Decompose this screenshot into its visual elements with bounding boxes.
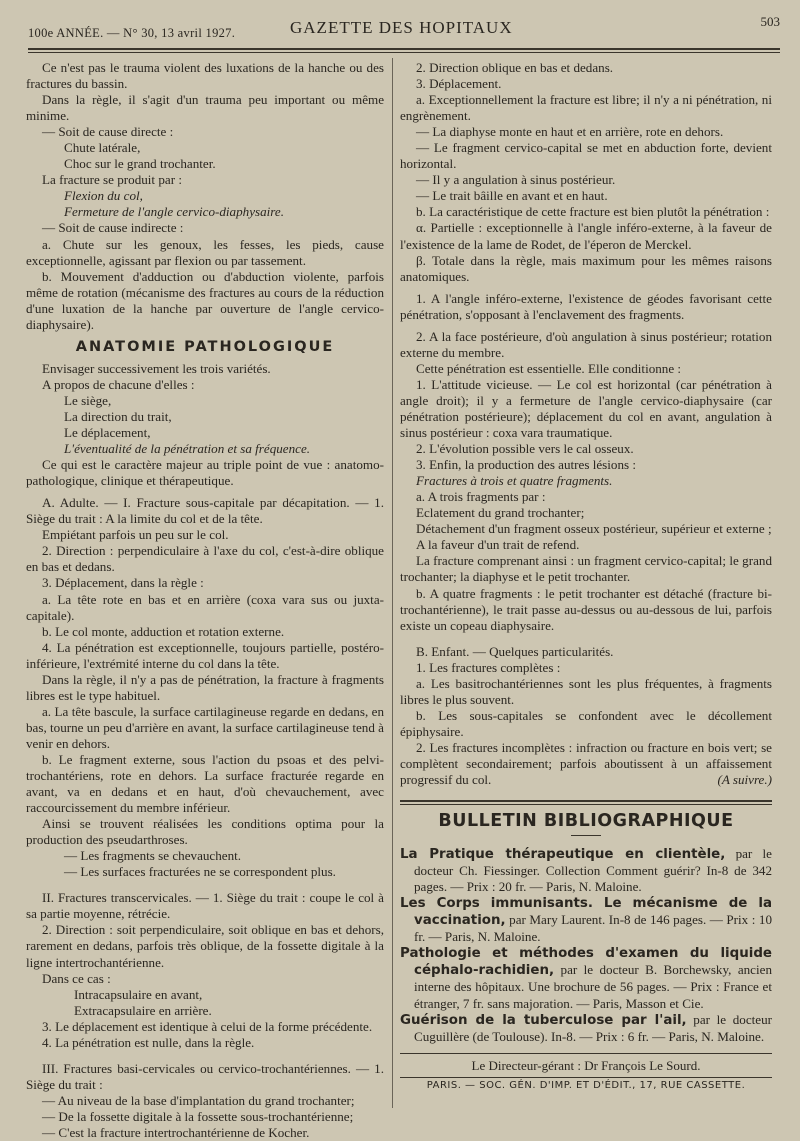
list-item: Extracapsulaire en arrière. [74,1002,212,1018]
paragraph: 2. Direction oblique en bas et dedans. [416,60,614,75]
paragraph: — Au niveau de la base d'implantation du grand trochanter; [42,1092,355,1108]
paragraph: b. Le col monte, adduction et rotation externe. [42,623,285,639]
paragraph: Ce qui est le caractère majeur au triple point de vue : anatomo-pathologique, clinique et thérapeutique. [26,457,384,489]
book-title: Pathologie et méthodes d'examen du liquide céphalo-rachidien, [400,946,772,979]
paragraph: b. Les sous-capitales se confondent avec le décollement épiphysaire. [400,707,772,739]
paragraph: Envisager successivement les trois variétés. [42,360,271,376]
paragraph: 1. A l'angle inféro-externe, l'existence de géodes favorisant cette pénétration, s'opposant à l'enclavement des fragments. [400,290,772,322]
bulletin-title: BULLETIN BIBLIOGRAPHIQUE [438,811,734,832]
paragraph: Fractures à trois et quatre fragments. [416,473,613,489]
book-details: par Mary Laurent. In-8 de 146 pages. — Prix : 10 fr. — Paris, N. Maloine. [414,912,772,945]
paragraph: 1. Les fractures complètes : [416,659,561,675]
paragraph: 2. Direction : perpendiculaire à l'axe du col, c'est-à-dire oblique en bas et dedans. [26,543,384,575]
divider [571,835,601,836]
list-item: Flexion du col, [64,188,143,204]
book-details: par le docteur Ch. Fiessinger. Collection Comment guérir? In-8 de 342 pages. — Prix : 20 fr. — Paris, N. Maloine. [414,846,772,895]
paragraph: Empiétant parfois un peu sur le col. [42,527,229,543]
paragraph: a. Chute sur les genoux, les fesses, les pieds, cause exceptionnelle, agissant par flexion ou par tassement. [26,236,384,268]
paragraph: II. Fractures transcervicales. — 1. Siège du trait : coupe le col à sa partie moyenne, rétrécie. [26,890,384,922]
paragraph: 2. A la face postérieure, d'où angulation à sinus postérieur; rotation externe du membre. [400,328,772,360]
book-entry [400,1012,772,1045]
list-item: — Les surfaces fracturées ne se correspondent plus. [64,864,336,880]
paragraph: 3. Enfin, la production des autres lésions : [416,457,637,473]
bulletin-rule [400,800,772,802]
director-line: Le Directeur-gérant : Dr François Le Sourd. [471,1057,701,1073]
paragraph: La fracture comprenant ainsi : un fragment cervico-capital; le grand trochanter; la diaphyse et le petit trochanter. [400,553,772,585]
paragraph: a. Exceptionnellement la fracture est libre; il n'y a ni pénétration, ni engrènement. [400,92,772,124]
paragraph: a. La tête rote en bas et en arrière (coxa vara sus ou juxta-capitale). [26,591,384,623]
right-column [400,60,772,1094]
issue-info: 100e ANNÉE. — N° 30, 13 avril 1927. [28,26,236,40]
paragraph: a. A trois fragments par : [416,489,546,505]
book-details: par le docteur B. Borchewsky, ancien interne des hôpitaux. Une brochure de 56 pages. — Prix : France et étranger, 7 fr. sans majoration. — Paris, Masson et Cie. [414,962,772,1011]
paragraph [400,740,772,788]
paragraph: III. Fractures basi-cervicales ou cervico-trochantériennes. — 1. Siège du trait : [26,1060,384,1092]
paragraph: b. A quatre fragments : le petit trochanter est détaché (fracture bi-trochantérienne), le trait passe au-dessus ou au-dessous de lui, parfois existe un copeau diaphysaire. [400,585,772,633]
list-item: Fermeture de l'angle cervico-diaphysaire. [64,204,284,220]
paragraph: Détachement d'un fragment osseux postérieur, supérieur et externe ; [416,521,772,537]
paragraph: 2. Direction : soit perpendiculaire, soit oblique en bas et dehors, rarement en dedans, parfois très oblique, de la fossette digitale à la ligne intertrochantérienne. [26,922,384,970]
page-header [28,14,788,44]
bulletin-rule-thin [400,804,772,805]
paragraph: — Soit de cause directe : [42,124,174,140]
book-entry [400,945,772,1011]
journal-title: GAZETTE DES HOPITAUX [290,18,513,37]
paragraph: B. Enfant. — Quelques particularités. [416,643,614,659]
paragraph: Eclatement du grand trochanter; [416,505,585,521]
paragraph: Dans la règle, il n'y a pas de pénétration, la fracture à fragments libres est le type habituel. [26,671,384,703]
paragraph: Dans ce cas : [42,970,111,986]
list-item: Choc sur le grand trochanter. [64,156,216,172]
paragraph: 1. L'attitude vicieuse. — Le col est horizontal (car pénétration à angle droit); il y a fermeture de l'angle cervico-diaphysaire (car pénétration postérieure); déplacement du col en avant, angulation à sinus postérieur : coxa vara traumatique. [400,376,772,441]
paragraph: 2. L'évolution possible vers le cal osseux. [416,441,634,457]
paragraph: a. Les basitrochantériennes sont les plus fréquentes, à fragments libres le plus souvent. [400,675,772,707]
paragraph: Ainsi se trouvent réalisées les conditions optima pour la production des pseudarthroses. [26,816,384,848]
paragraph: La fracture se produit par : [42,172,182,188]
paragraph: b. Le fragment externe, sous l'action du psoas et des pelvi-trochantériens, rote en dehors. La surface fracturée regarde en avant, va en dedans et en haut, d'où chevauchement, avec raccourcissement du membre inférieur. [26,751,384,816]
book-details: par le docteur Cuguillère (de Toulouse). In-8. — Prix : 6 fr. — Paris, N. Maloine. [414,1011,772,1044]
footer-rule [400,1053,772,1054]
list-item: Chute latérale, [64,140,141,156]
paragraph: A propos de chacune d'elles : [42,376,195,392]
header-rule-thin [28,52,780,53]
book-entry [400,846,772,895]
paragraph: — De la fossette digitale à la fossette sous-trochantérienne; [42,1108,354,1124]
list-item: Le siège, [64,392,112,408]
paragraph: Ce n'est pas le trauma violent des luxations de la hanche ou des fractures du bassin. [26,60,384,92]
paragraph: b. La caractéristique de cette fracture est bien plutôt la pénétration : [416,204,770,220]
printer-line: PARIS. — SOC. GÉN. D'IMP. ET D'ÉDIT., 17, RUE CASSETTE. [426,1079,746,1091]
to-be-continued-note: (A suivre.) [717,772,772,788]
paragraph: — Le fragment cervico-capital se met en abduction forte, devient horizontal. [400,140,772,172]
paragraph: 3. Le déplacement est identique à celui de la forme précédente. [42,1018,373,1034]
paragraph: 4. La pénétration est exceptionnelle, toujours partielle, postéro-inférieure, l'extrémité interne du col dans la tête. [26,639,384,671]
paragraph: — Il y a angulation à sinus postérieur. [416,172,616,188]
paragraph: — Soit de cause indirecte : [42,220,184,236]
header-rule [28,48,780,50]
list-item: L'éventualité de la pénétration et sa fréquence. [64,441,311,457]
paragraph-text: 2. Les fractures incomplètes : infraction ou fracture en bois vert; se complètent secondairement; parfois aboutissent à un affaissement progressif du col. [400,739,772,788]
list-item: Le déplacement, [64,425,151,441]
paragraph: A. Adulte. — I. Fracture sous-capitale par décapitation. — 1. Siège du trait : A la limite du col et de la tête. [26,495,384,527]
book-entry [400,895,772,945]
paragraph: Dans la règle, il s'agit d'un trauma peu important ou même minime. [26,92,384,124]
left-column [26,60,384,1141]
book-title: La Pratique thérapeutique en clientèle, [400,847,726,863]
paragraph: — C'est la fracture intertrochantérienne de Kocher. [42,1125,310,1140]
list-item: Intracapsulaire en avant, [74,986,203,1002]
list-item: — Les fragments se chevauchent. [64,848,242,864]
paragraph: 3. Déplacement. [416,76,502,92]
book-title: Guérison de la tuberculose par l'ail, [400,1012,687,1028]
page-number: 503 [760,14,780,29]
paragraph: β. Totale dans la règle, mais maximum pour les mêmes raisons anatomiques. [400,252,772,284]
column-separator [392,58,393,1108]
paragraph: α. Partielle : exceptionnelle à l'angle inféro-externe, à la faveur de l'existence de la lame de Rodet, de l'éperon de Merckel. [400,220,772,252]
paragraph: 4. La pénétration est nulle, dans la règle. [42,1034,255,1050]
paragraph: 3. Déplacement, dans la règle : [42,575,204,591]
paragraph: A la faveur d'un trait de refend. [416,537,580,553]
list-item: La direction du trait, [64,408,172,424]
paragraph: — Le trait bâille en avant et en haut. [416,188,608,204]
paragraph: b. Mouvement d'adduction ou d'abduction violente, parfois même de rotation (mécanisme des fractures au cours de la réduction d'une luxation de la hanche par ouverture de l'angle cervico-diaphysaire). [26,268,384,332]
paragraph: Cette pénétration est essentielle. Elle conditionne : [416,360,682,376]
book-title: Les Corps immunisants. Le mécanisme de la vaccination, [400,896,772,929]
paragraph: a. La tête bascule, la surface cartilagineuse regarde en dedans, en bas, tourne un peu d'arrière en avant, la surface cartilagineuse tend à venir en dehors. [26,703,384,751]
section-heading: ANATOMIE PATHOLOGIQUE [75,338,335,355]
paragraph: — La diaphyse monte en haut et en arrière, rote en dehors. [416,124,724,140]
